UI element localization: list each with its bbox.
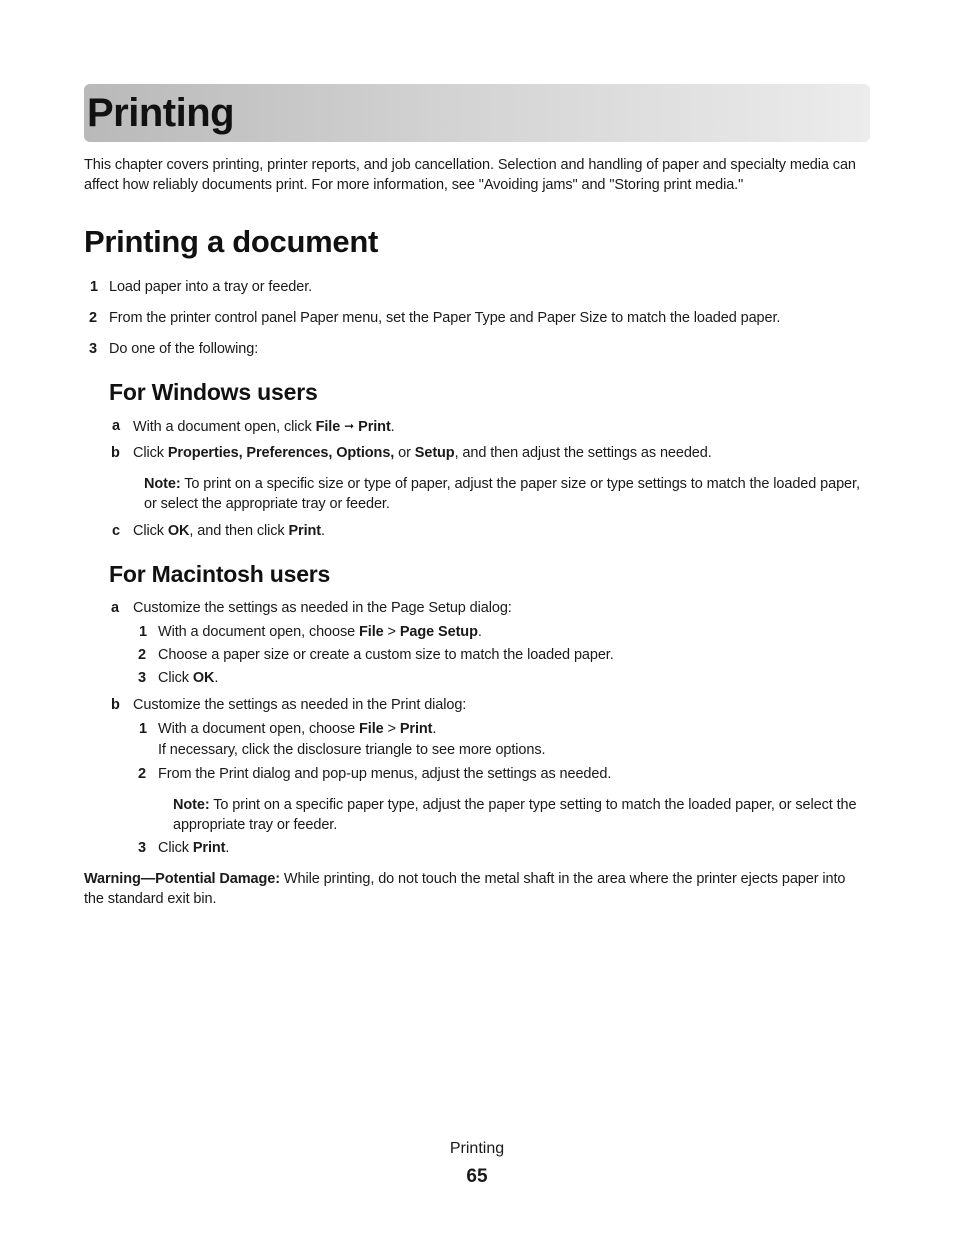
step-text: Choose a paper size or create a custom size to match the loaded paper. (158, 647, 614, 663)
note-label: Note: (173, 797, 210, 813)
step-number: 3 (138, 840, 147, 856)
step-text: With a document open, choose File > Print. (158, 721, 437, 737)
warning: Warning—Potential Damage: While printing, do not touch the metal shaft in the area where the printer ejects paper into the standard exit bin. (84, 871, 846, 907)
macintosh-heading: For Macintosh users (109, 561, 331, 587)
substep-text: Click Properties, Preferences, Options, or Setup, and then adjust the settings as needed. (133, 445, 712, 461)
step-text: Click Print. (158, 840, 230, 856)
substep-letter: b (111, 445, 120, 461)
step-text: Load paper into a tray or feeder. (109, 279, 313, 295)
section-title: Printing a document (84, 224, 378, 259)
step-number: 1 (90, 279, 99, 295)
windows-heading: For Windows users (109, 379, 318, 405)
note: Note: To print on a specific size or type of paper, adjust the paper size or type settings to match the loaded paper, or select the appropriate tray or feeder. (144, 476, 860, 512)
chapter-intro: This chapter covers printing, printer reports, and job cancellation. Selection and handling of paper and specialty media can affect how reliably documents print. For more information, see "Avoiding jams" and "Storing print media." (84, 157, 856, 193)
step-text: Click OK. (158, 670, 219, 686)
substep-text: Click OK, and then click Print. (133, 523, 325, 539)
step-number: 1 (139, 624, 148, 640)
substep-text: Customize the settings as needed in the Print dialog: (133, 697, 467, 713)
step-number: 2 (138, 766, 147, 782)
step-number: 3 (89, 341, 98, 357)
substep-letter: c (112, 523, 121, 539)
substep-letter: b (111, 697, 120, 713)
step-text: From the Print dialog and pop-up menus, adjust the settings as needed. (158, 766, 612, 782)
step-number: 1 (139, 721, 148, 737)
step-number: 2 (89, 310, 98, 326)
step-text: Do one of the following: (109, 341, 259, 357)
chapter-title: Printing (87, 91, 235, 135)
step-text: From the printer control panel Paper menu, set the Paper Type and Paper Size to match the loaded paper. (109, 310, 781, 326)
substep-text: With a document open, click File ➞ Print. (133, 416, 395, 437)
substep-text: Customize the settings as needed in the Page Setup dialog: (133, 600, 512, 616)
substep-letter: a (111, 600, 120, 616)
note-label: Note: (144, 476, 181, 492)
menu-print: Print (358, 419, 391, 435)
step-extra-text: If necessary, click the disclosure triangle to see more options. (158, 742, 546, 758)
page-number: 65 (466, 1166, 488, 1187)
note: Note: To print on a specific paper type, adjust the paper type setting to match the loaded paper, or select the appropriate tray or feeder. (173, 797, 857, 833)
step-text: With a document open, choose File > Page Setup. (158, 624, 482, 640)
arrow-right-icon: ➞ (344, 419, 355, 433)
step-number: 2 (138, 647, 147, 663)
menu-file: File (315, 419, 341, 435)
warning-label: Warning—Potential Damage: (84, 871, 280, 887)
footer-chapter-label: Printing (449, 1140, 505, 1157)
step-number: 3 (138, 670, 147, 686)
substep-letter: a (112, 418, 121, 434)
